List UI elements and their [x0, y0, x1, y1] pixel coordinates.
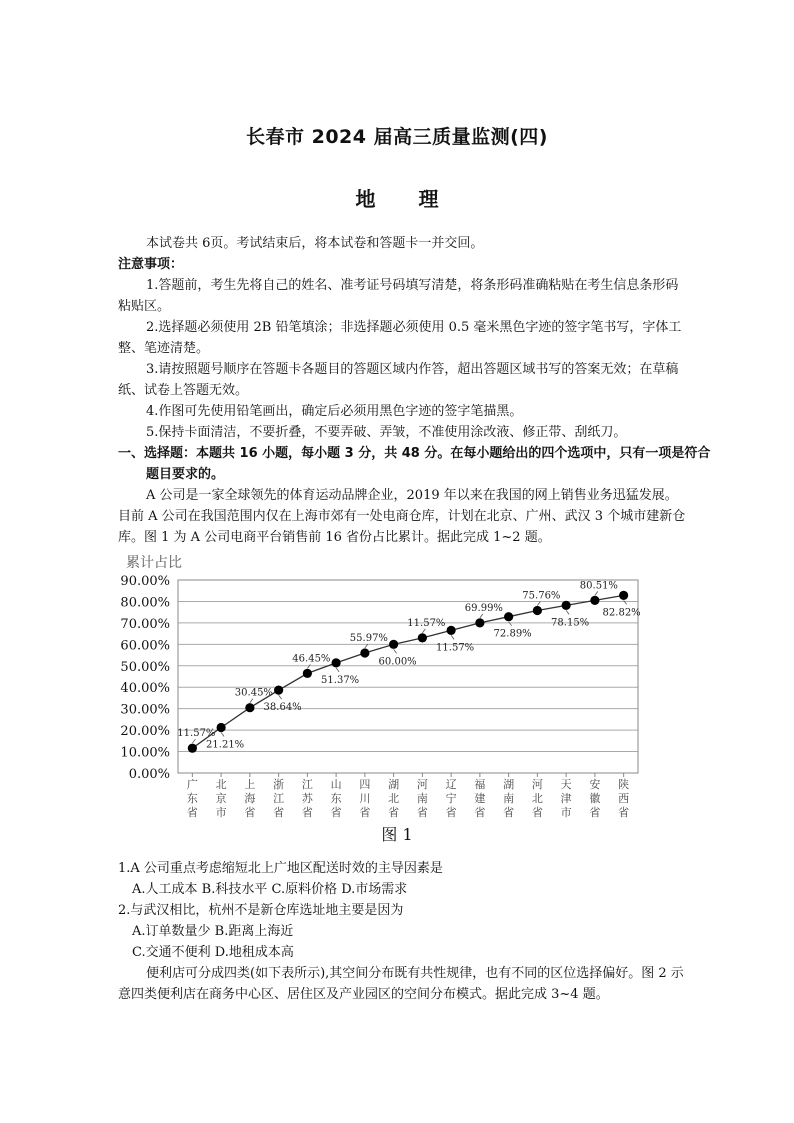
data-label: 75.76%	[522, 590, 561, 602]
data-point	[217, 723, 226, 732]
data-point	[418, 633, 427, 642]
x-tick-label: 河北省	[531, 778, 543, 819]
data-label: 21.21%	[206, 739, 245, 751]
notice-item-2: 2.选择题必须使用 2B 铅笔填涂；非选择题必须使用 0.5 毫米黑色字迹的签字笔书写，字体工整、笔迹清楚。	[118, 320, 682, 356]
label-leader	[480, 614, 483, 618]
data-point	[447, 626, 456, 635]
question-1: 1.A 公司重点考虑缩短北上广地区配送时效的主导因素是	[118, 861, 443, 876]
label-leader	[451, 635, 454, 639]
notice-item-4: 4.作图可先使用铅笔画出，确定后必须用黑色字迹的签字笔描黑。	[146, 404, 523, 419]
question-2: 2.与武汉相比，杭州不是新仓库选址地主要是因为	[118, 903, 404, 918]
data-point	[274, 686, 283, 695]
y-tick-label: 40.00%	[120, 681, 170, 697]
data-point	[303, 669, 312, 678]
x-tick-label: 江苏省	[301, 778, 313, 819]
data-point	[504, 612, 513, 621]
data-label: 11.57%	[436, 642, 475, 654]
data-label: 11.57%	[177, 728, 216, 740]
label-leader	[336, 668, 339, 672]
material-paragraph: A 公司是一家全球领先的体育运动品牌企业，2019 年以来在我国的网上销售业务迅猛发展。目前 A 公司在我国范围内仅在上海市郊有一处电商仓库，计划在北京、广州、武汉 3 个城市建新仓库。图 1 为 A 公司电商平台销售前 16 省份占比累计。据此完成 1~2 题。	[118, 488, 686, 545]
data-label: 30.45%	[234, 687, 273, 699]
data-label: 46.45%	[292, 653, 331, 665]
label-leader	[537, 602, 540, 606]
y-tick-label: 10.00%	[120, 745, 170, 761]
x-tick-label: 天津市	[560, 778, 572, 819]
data-point	[619, 591, 628, 600]
label-leader	[394, 649, 397, 653]
data-label: 51.37%	[321, 674, 360, 686]
section-heading: 一、选择题：本题共 16 小题，每小题 3 分，共 48 分。在每小题给出的四个选项中，只有一项是符合题目要求的。	[118, 446, 711, 482]
data-point	[332, 658, 341, 667]
question-1-options: A.人工成本 B.科技水平 C.原料价格 D.市场需求	[132, 882, 408, 897]
x-tick-label: 浙江省	[273, 778, 285, 819]
cumulative-share-chart	[118, 548, 658, 820]
data-label: 69.99%	[464, 602, 503, 614]
label-leader	[566, 610, 569, 614]
label-leader	[307, 664, 310, 668]
label-leader	[509, 622, 512, 626]
data-point	[590, 596, 599, 605]
y-tick-label: 80.00%	[120, 595, 170, 611]
label-leader	[192, 739, 195, 743]
data-point	[475, 618, 484, 627]
question-2-options-a-b: A.订单数量少 B.距离上海近	[132, 924, 294, 939]
x-tick-label: 山东省	[330, 778, 342, 819]
subject-title: 地 理	[355, 187, 457, 211]
notice-item-1: 1.答题前，考生先将自己的姓名、准考证号码填写清楚，将条形码准确粘贴在考生信息条形码粘贴区。	[118, 278, 679, 314]
x-tick-label: 湖北省	[388, 778, 400, 819]
y-tick-label: 70.00%	[120, 616, 170, 632]
data-point	[360, 648, 369, 657]
data-label: 55.97%	[349, 632, 388, 644]
label-leader	[221, 733, 224, 737]
data-point	[389, 640, 398, 649]
exam-intro: 本试卷共 6页。考试结束后，将本试卷和答题卡一并交回。	[146, 236, 484, 251]
data-point	[562, 601, 571, 610]
y-tick-label: 20.00%	[120, 724, 170, 740]
y-tick-label: 0.00%	[128, 767, 170, 782]
question-2-options-c-d: C.交通不便利 D.地租成本高	[132, 945, 294, 960]
x-tick-label: 北京市	[215, 778, 227, 819]
material-paragraph-2: 便利店可分成四类(如下表所示),其空间分布既有共性规律，也有不同的区位选择偏好。图 2 示意四类便利店在商务中心区、居住区及产业园区的空间分布模式。据此完成 3~4 题。	[118, 966, 684, 1002]
data-label: 11.57%	[407, 617, 446, 629]
y-tick-label: 30.00%	[120, 702, 170, 718]
y-axis-title: 累计占比	[126, 555, 182, 571]
y-tick-label: 90.00%	[120, 574, 170, 589]
label-leader	[422, 629, 425, 633]
data-label: 38.64%	[263, 702, 302, 714]
y-tick-label: 50.00%	[120, 659, 170, 675]
x-tick-label: 上海省	[244, 778, 256, 819]
data-point	[188, 744, 197, 753]
x-tick-label: 安徽省	[589, 778, 601, 819]
data-point	[533, 606, 542, 615]
x-tick-label: 辽宁省	[445, 778, 457, 819]
y-tick-label: 60.00%	[120, 638, 170, 654]
label-leader	[250, 699, 253, 703]
x-tick-label: 福建省	[474, 778, 486, 819]
x-tick-label: 湖南省	[503, 778, 515, 819]
x-tick-label: 陕西省	[618, 778, 630, 819]
x-tick-label: 四川省	[359, 778, 371, 819]
label-leader	[595, 591, 598, 595]
notice-item-5: 5.保持卡面清洁，不要折叠，不要弄破、弄皱，不准使用涂改液、修正带、刮纸刀。	[146, 425, 627, 440]
x-tick-label: 河南省	[416, 778, 428, 819]
exam-title: 长春市 2024 届高三质量监测(四)	[246, 126, 548, 148]
notice-label: 注意事项：	[118, 257, 184, 272]
x-tick-label: 广东省	[186, 778, 198, 819]
data-label: 82.82%	[602, 607, 641, 619]
data-label: 72.89%	[493, 628, 532, 640]
notice-item-3: 3.请按照题号顺序在答题卡各题目的答题区域内作答，超出答题区域书写的答案无效；在草稿纸、试卷上答题无效。	[118, 362, 679, 398]
figure-caption: 图 1	[381, 825, 413, 844]
data-label: 80.51%	[579, 580, 618, 592]
label-leader	[279, 695, 282, 699]
data-label: 60.00%	[378, 656, 417, 668]
data-point	[245, 703, 254, 712]
data-label: 78.15%	[551, 617, 590, 629]
